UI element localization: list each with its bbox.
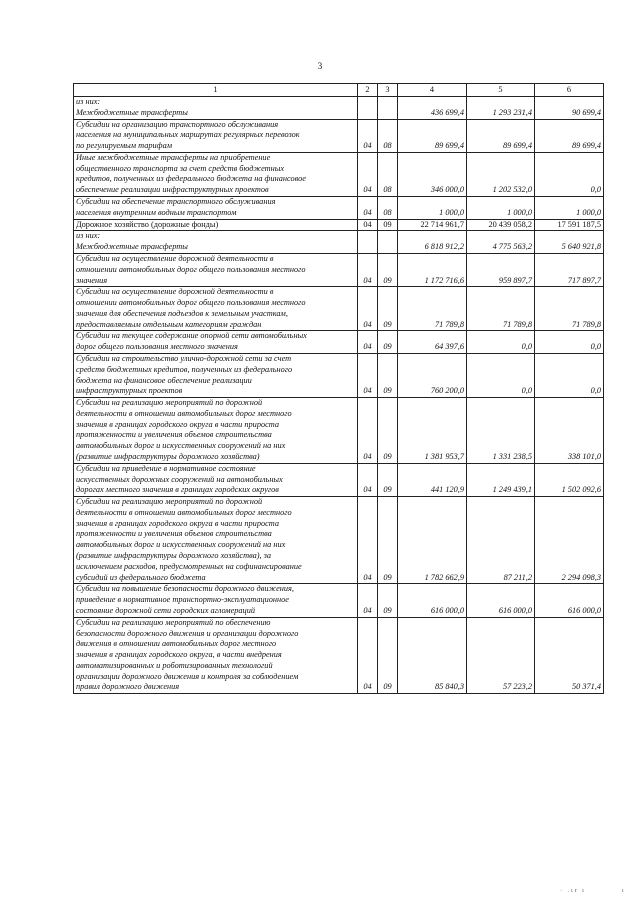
description-line: населения внутренним водным транспортом: [76, 207, 237, 217]
description-line: по регулируемым тарифам: [76, 141, 173, 151]
value-col-5: 1 331 238,5: [467, 398, 535, 464]
value-col-4: 1 000,0: [398, 197, 467, 220]
value-col-6: 0,0: [535, 152, 604, 196]
description-line: значения для обеспечения подъездов к земельным участкам,: [76, 308, 288, 318]
value-col-5: 0,0: [467, 331, 535, 354]
section-code: [358, 231, 378, 254]
row-description: [74, 398, 358, 464]
section-code: 04: [358, 398, 378, 464]
description-line: Субсидии на повышение безопасности дорожного движения,: [76, 584, 294, 594]
description-line: обеспечение реализации инфраструктурных проектов: [76, 185, 269, 195]
subsection-code: 09: [378, 253, 398, 286]
description-line: Субсидии на реализацию мероприятий по дорожной: [76, 398, 263, 408]
section-code: 04: [358, 353, 378, 397]
value-col-6: 5 640 921,8: [535, 231, 604, 254]
description-line: Субсидии на реализацию мероприятий по дорожной: [76, 497, 263, 507]
section-code: 04: [358, 331, 378, 354]
value-col-5: 20 439 058,2: [467, 219, 535, 231]
description-line: Субсидии на осуществление дорожной деятельности в: [76, 253, 274, 263]
subsection-code: 09: [378, 398, 398, 464]
table-row: [74, 331, 604, 354]
description-line: средств бюджетных кредитов, полученных из федерального: [76, 364, 293, 374]
value-col-6: 338 101,0: [535, 398, 604, 464]
description-line: общественного транспорта за счет средств бюджетных: [76, 163, 285, 173]
table-row: [74, 231, 604, 254]
value-col-4: 89 699,4: [398, 119, 467, 152]
value-col-6: 71 789,8: [535, 287, 604, 331]
description-line: Субсидии на обеспечение транспортного обслуживания: [76, 197, 276, 207]
table-row: [74, 253, 604, 286]
value-col-5: 616 000,0: [467, 584, 535, 617]
description-line: населения на муниципальных маршрутах регулярных перевозок: [76, 130, 300, 140]
description-line: автомобильных дорог и искусственных сооружений на них: [76, 441, 286, 451]
description-line: из них:: [76, 231, 101, 241]
value-col-5: 959 897,7: [467, 253, 535, 286]
value-col-4: 441 120,9: [398, 463, 467, 496]
table-row: [74, 353, 604, 397]
description-line: из них:: [76, 97, 101, 106]
row-description: [74, 119, 358, 152]
section-code: 04: [358, 197, 378, 220]
description-line: инфраструктурных проектов: [76, 386, 183, 396]
subsection-code: 09: [378, 463, 398, 496]
value-col-6: 17 591 187,5: [535, 219, 604, 231]
value-col-5: 57 223,2: [467, 617, 535, 693]
value-col-4: 22 714 961,7: [398, 219, 467, 231]
table-row: [74, 463, 604, 496]
description-line: Субсидии на осуществление дорожной деятельности в: [76, 287, 274, 297]
description-line: правил дорожного движения: [76, 682, 180, 692]
section-code: 04: [358, 584, 378, 617]
row-description: [74, 219, 358, 231]
row-description: [74, 197, 358, 220]
header-cell: 6: [535, 84, 604, 97]
row-description: [74, 331, 358, 354]
description-line: Дорожное хозяйство (дорожные фонды): [76, 219, 219, 229]
section-code: 04: [358, 152, 378, 196]
value-col-6: 0,0: [535, 353, 604, 397]
subsection-code: 08: [378, 119, 398, 152]
value-col-6: 0,0: [535, 331, 604, 354]
description-line: кредитов, полученных из федерального бюджета на финансовое: [76, 174, 306, 184]
description-line: организации дорожного движения и контроля за соблюдением: [76, 671, 299, 681]
subsection-code: 09: [378, 353, 398, 397]
description-line: значения в границах городского округа в части прироста: [76, 518, 280, 528]
table-row: [74, 219, 604, 231]
table-row: [74, 119, 604, 152]
subsection-code: 09: [378, 331, 398, 354]
value-col-5: 87 211,2: [467, 497, 535, 584]
section-code: 04: [358, 497, 378, 584]
subsection-code: 09: [378, 617, 398, 693]
description-line: Субсидии на строительство улично-дорожной сети за счет: [76, 353, 292, 363]
value-col-5: 4 775 563,2: [467, 231, 535, 254]
description-line: исключением расходов, предусмотренных на софинансирование: [76, 561, 302, 571]
subsection-code: 09: [378, 497, 398, 584]
header-cell: 5: [467, 84, 535, 97]
section-code: 04: [358, 253, 378, 286]
description-line: Субсидии на организацию транспортного обслуживания: [76, 119, 279, 129]
description-line: отношении автомобильных дорог общего пользования местного: [76, 264, 306, 274]
value-col-4: 1 782 662,9: [398, 497, 467, 584]
table-row: [74, 287, 604, 331]
value-col-4: 71 789,8: [398, 287, 467, 331]
row-description: [74, 617, 358, 693]
section-code: 04: [358, 287, 378, 331]
description-line: Субсидии на реализацию мероприятий по обеспечению: [76, 617, 271, 627]
description-line: состояние дорожной сети городских агломераций: [76, 605, 256, 615]
value-col-5: 0,0: [467, 353, 535, 397]
description-line: дорог общего пользования местного значения: [76, 342, 238, 352]
value-col-4: 64 397,6: [398, 331, 467, 354]
value-col-6: 2 294 098,3: [535, 497, 604, 584]
subsection-code: 09: [378, 584, 398, 617]
value-col-4: 760 200,0: [398, 353, 467, 397]
table-row: [74, 398, 604, 464]
value-col-5: 1 202 532,0: [467, 152, 535, 196]
page-number: 3: [317, 61, 323, 71]
header-cell: 3: [378, 84, 398, 97]
footer-mark: ı: [622, 888, 624, 894]
subsection-code: [378, 231, 398, 254]
description-line: предоставляемым отдельным категориям граждан: [76, 319, 262, 329]
description-line: автоматизированных и роботизированных технологий: [76, 660, 273, 670]
value-col-5: 71 789,8: [467, 287, 535, 331]
value-col-6: 1 502 092,6: [535, 463, 604, 496]
description-line: значения в границах городского округа в части прироста: [76, 419, 280, 429]
table-header-row: [74, 84, 604, 97]
value-col-6: 1 000,0: [535, 197, 604, 220]
description-line: движения в отношении автомобильных дорог местного: [76, 639, 277, 649]
value-col-5: 1 249 439,1: [467, 463, 535, 496]
table-row: [74, 152, 604, 196]
description-line: деятельности в отношении автомобильных дорог местного: [76, 507, 292, 517]
section-code: [358, 97, 378, 120]
value-col-4: 1 381 953,7: [398, 398, 467, 464]
description-line: приведение в нормативное транспортно-эксплуатационное: [76, 595, 289, 605]
header-cell: 1: [74, 84, 358, 97]
description-line: дорогах местного значения в границах городских округов: [76, 485, 279, 495]
description-line: Субсидии на приведение в нормативное состояние: [76, 463, 256, 473]
section-code: 04: [358, 219, 378, 231]
row-description: [74, 253, 358, 286]
value-col-4: 346 000,0: [398, 152, 467, 196]
row-description: [74, 231, 358, 254]
value-col-6: 616 000,0: [535, 584, 604, 617]
description-line: безопасности дорожного движения и организации дорожного: [76, 628, 299, 638]
section-code: 04: [358, 463, 378, 496]
table-row: [74, 97, 604, 120]
value-col-5: 1 000,0: [467, 197, 535, 220]
value-col-4: 6 818 912,2: [398, 231, 467, 254]
row-description: [74, 97, 358, 120]
description-line: субсидий из федерального бюджета: [76, 572, 206, 582]
row-description: [74, 287, 358, 331]
description-line: деятельности в отношении автомобильных дорог местного: [76, 408, 292, 418]
value-col-4: 616 000,0: [398, 584, 467, 617]
description-line: значения в границах городского округа, в части внедрения: [76, 650, 282, 660]
description-line: протяженности и увеличения объемов строительства: [76, 430, 272, 440]
value-col-5: 1 293 231,4: [467, 97, 535, 120]
section-code: 04: [358, 617, 378, 693]
table-row: [74, 197, 604, 220]
header-cell: 2: [358, 84, 378, 97]
row-description: [74, 584, 358, 617]
description-line: Межбюджетные трансферты: [76, 242, 188, 252]
value-col-6: 50 371,4: [535, 617, 604, 693]
header-cell: 4: [398, 84, 467, 97]
description-line: отношении автомобильных дорог общего пользования местного: [76, 298, 306, 308]
description-line: (развитие инфраструктуры дорожного хозяйства), за: [76, 551, 272, 561]
value-col-5: 89 699,4: [467, 119, 535, 152]
row-description: [74, 497, 358, 584]
description-line: бюджета на финансовое обеспечение реализации: [76, 375, 252, 385]
description-line: (развитие инфраструктуры дорожного хозяйства): [76, 452, 260, 461]
value-col-6: 90 699,4: [535, 97, 604, 120]
subsection-code: 09: [378, 287, 398, 331]
description-line: значения: [76, 275, 108, 285]
description-line: автомобильных дорог и искусственных сооружений на них: [76, 540, 286, 550]
subsection-code: [378, 97, 398, 120]
row-description: [74, 152, 358, 196]
subsection-code: 08: [378, 197, 398, 220]
budget-table: [73, 83, 604, 694]
value-col-6: 717 897,7: [535, 253, 604, 286]
row-description: [74, 463, 358, 496]
value-col-4: 1 172 716,6: [398, 253, 467, 286]
subsection-code: 08: [378, 152, 398, 196]
value-col-4: 85 840,3: [398, 617, 467, 693]
table-row: [74, 584, 604, 617]
value-col-6: 89 699,4: [535, 119, 604, 152]
table-row: [74, 497, 604, 584]
section-code: 04: [358, 119, 378, 152]
description-line: Субсидии на текущее содержание опорной сети автомобильных: [76, 331, 307, 341]
subsection-code: 09: [378, 219, 398, 231]
value-col-4: 436 699,4: [398, 97, 467, 120]
row-description: [74, 353, 358, 397]
description-line: протяженности и увеличения объемов строительства: [76, 529, 272, 539]
table-row: [74, 617, 604, 693]
description-line: искусственных дорожных сооружений на автомобильных: [76, 474, 283, 484]
footer-mark: · .ır ı: [560, 888, 586, 894]
description-line: Иные межбюджетные трансферты на приобретение: [76, 152, 271, 162]
description-line: Межбюджетные трансферты: [76, 107, 188, 117]
